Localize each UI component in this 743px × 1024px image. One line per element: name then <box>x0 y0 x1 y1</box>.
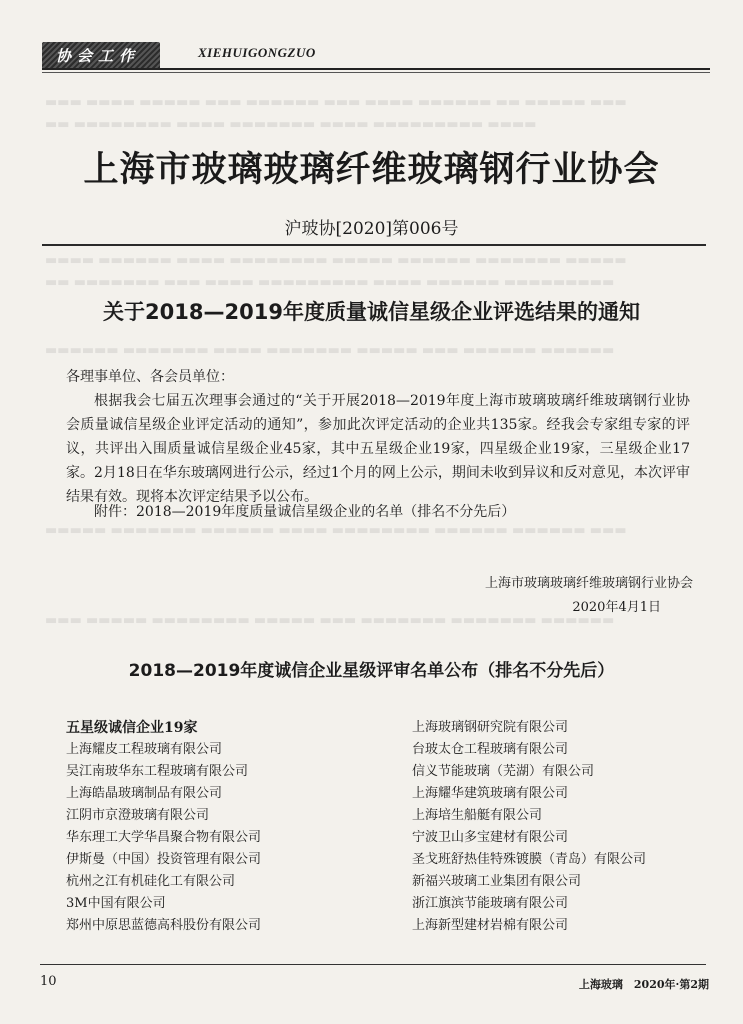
list-item: 上海皓晶玻璃制品有限公司 <box>66 786 223 801</box>
list-item: 华东理工大学华昌聚合物有限公司 <box>66 830 262 845</box>
letterhead-rule <box>42 244 706 246</box>
signature-date: 2020年4月1日 <box>572 600 661 615</box>
list-item: 台玻太仓工程玻璃有限公司 <box>412 742 569 757</box>
list-item: 上海新型建材岩棉有限公司 <box>412 918 569 933</box>
body-paragraph: 根据我会七届五次理事会通过的“关于开展2018—2019年度上海市玻璃玻璃纤维玻璃钢行业协会质量诚信星级企业评定活动的通知”，参加此次评定活动的企业共135家。经我会专家组专家的评议，共评出入围质量诚信星级企业45家，其中五星级企业19家，四星级企业19家，三星级企业17家。2月18日在华东玻璃网进行公示，经过1个月的网上公示，期间未收到异议和反对意见，本次评审结果有效。现将本次评定结果予以公布。 <box>66 393 690 505</box>
list-item: 圣戈班舒热佳特殊镀膜（青岛）有限公司 <box>412 852 647 867</box>
section-pinyin: XIEHUIGONGZUO <box>198 45 316 60</box>
bleed-through-text: ▬▬▬ ▬▬▬▬▬ ▬▬▬▬▬▬▬▬ ▬▬▬▬▬ ▬▬▬ ▬▬▬▬▬▬▬ ▬▬▬▬▬▬▬ ▬▬▬▬▬▬ <box>45 613 615 628</box>
footer-rule <box>40 964 706 965</box>
journal-issue: 上海玻璃 2020年·第2期 <box>578 978 709 991</box>
document-number: 沪玻协[2020]第006号 <box>284 219 459 239</box>
list-item: 上海玻璃钢研究院有限公司 <box>412 720 569 735</box>
list-item: 吴江南玻华东工程玻璃有限公司 <box>66 764 249 779</box>
bleed-through-text: ▬▬▬▬▬ ▬▬▬▬▬▬▬ ▬▬▬▬▬▬ ▬▬▬▬ ▬▬▬▬▬▬▬▬ ▬▬▬▬▬▬ ▬▬▬▬▬▬ ▬▬▬ <box>45 523 627 538</box>
header-rule <box>42 68 710 70</box>
salutation: 各理事单位、各会员单位： <box>66 369 234 385</box>
section-tab <box>42 42 160 68</box>
page-number: 10 <box>40 974 57 989</box>
list-title: 2018—2019年度诚信企业星级评审名单公布（排名不分先后） <box>128 661 615 681</box>
list-item: 信义节能玻璃（芜湖）有限公司 <box>412 764 595 779</box>
bleed-through-text: ▬▬ ▬▬▬▬▬▬▬ ▬▬▬ ▬▬▬▬ ▬▬▬▬▬▬▬▬▬ ▬▬▬▬ ▬▬▬▬▬▬ ▬▬▬▬▬▬▬▬▬ <box>45 275 615 290</box>
bleed-through-text: ▬▬ ▬▬▬▬▬▬▬▬ ▬▬▬▬ ▬▬▬▬▬▬▬ ▬▬▬▬ ▬▬▬▬▬▬▬▬▬ ▬▬▬▬ <box>45 117 537 132</box>
bleed-through-text: ▬▬▬ ▬▬▬▬ ▬▬▬▬▬ ▬▬▬ ▬▬▬▬▬▬ ▬▬▬ ▬▬▬▬ ▬▬▬▬▬▬ ▬▬ ▬▬▬▬▬ ▬▬▬ <box>45 95 627 110</box>
list-item: 杭州之江有机硅化工有限公司 <box>66 874 236 889</box>
list-item: 郑州中原思蓝德高科股份有限公司 <box>66 918 262 933</box>
attachment-note: 附件：2018—2019年度质量诚信星级企业的名单（排名不分先后） <box>94 504 516 520</box>
list-item: 上海耀华建筑玻璃有限公司 <box>412 786 569 801</box>
list-item: 3M中国有限公司 <box>66 896 166 911</box>
company-list-right <box>412 717 646 937</box>
bleed-through-text: ▬▬▬▬ ▬▬▬▬▬▬ ▬▬▬▬ ▬▬▬▬▬▬▬▬ ▬▬▬▬▬ ▬▬▬▬▬▬ ▬▬▬▬▬▬▬ ▬▬▬▬▬ <box>45 253 627 268</box>
bleed-through-text: ▬▬▬▬▬▬ ▬▬▬▬▬▬▬ ▬▬▬▬ ▬▬▬▬▬▬▬ ▬▬▬▬▬ ▬▬▬ ▬▬▬▬▬▬ ▬▬▬▬▬▬ <box>45 343 615 358</box>
list-item: 上海培生船艇有限公司 <box>412 808 543 823</box>
list-item: 伊斯曼（中国）投资管理有限公司 <box>66 852 262 867</box>
company-list-left <box>66 717 261 937</box>
list-item: 宁波卫山多宝建材有限公司 <box>412 830 569 845</box>
section-label: 协会工作 <box>56 47 141 65</box>
header-rule-thin <box>42 72 710 73</box>
signature-organization: 上海市玻璃玻璃纤维玻璃钢行业协会 <box>484 576 693 591</box>
organization-title: 上海市玻璃玻璃纤维玻璃钢行业协会 <box>83 149 660 190</box>
notice-title: 关于2018—2019年度质量诚信星级企业评选结果的通知 <box>103 300 640 324</box>
list-item: 浙江旗滨节能玻璃有限公司 <box>412 896 569 911</box>
five-star-heading: 五星级诚信企业19家 <box>66 720 198 736</box>
list-item: 江阴市京澄玻璃有限公司 <box>66 808 210 823</box>
list-item: 上海耀皮工程玻璃有限公司 <box>66 742 223 757</box>
list-item: 新福兴玻璃工业集团有限公司 <box>412 874 582 889</box>
